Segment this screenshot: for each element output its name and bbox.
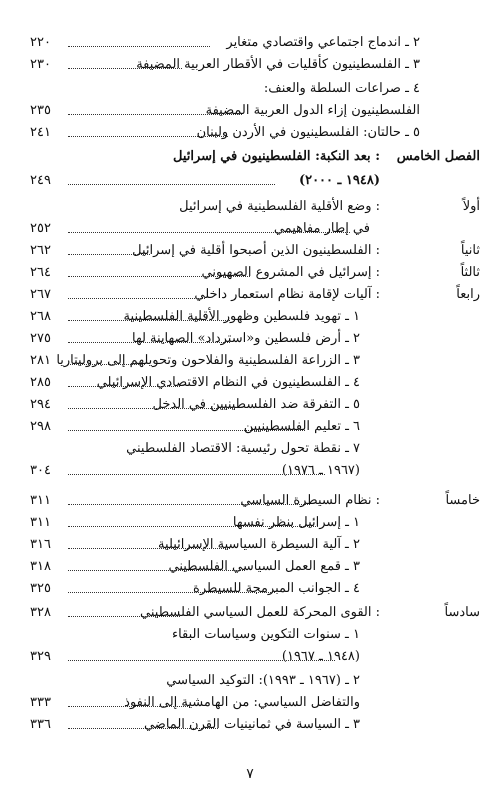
dot-leader <box>68 569 245 571</box>
toc-entry-page: ٢٨٥ <box>30 375 51 390</box>
toc-entry-page: ٢٧٥ <box>30 331 51 346</box>
toc-entry-title: ١ ـ تهويد فلسطين وظهور الأقلية الفلسطينية <box>123 309 360 324</box>
dot-leader <box>68 363 145 365</box>
toc-entry <box>30 240 480 262</box>
dot-leader <box>68 503 310 505</box>
toc-entry <box>30 646 480 668</box>
dot-leader <box>68 45 210 47</box>
toc-entry <box>30 284 480 306</box>
toc-entry-label: خامساً <box>445 493 480 508</box>
toc-entry-title: ٤ ـ الفلسطينيون في النظام الاقتصادي الإسرائيلي <box>96 375 360 390</box>
toc-entry <box>30 122 480 144</box>
toc-entry-page: ٣٠٤ <box>30 463 51 478</box>
dot-leader <box>68 385 180 387</box>
toc-entry-title: ٤ ـ صراعات السلطة والعنف: <box>263 81 420 96</box>
dot-leader <box>68 473 325 475</box>
toc-entry <box>30 32 480 54</box>
toc-entry-title: والتفاضل السياسي: من الهامشية إلى النفوذ <box>124 695 360 710</box>
toc-entry-title: : آليات لإقامة نظام استعمار داخلي <box>194 287 380 302</box>
toc-entry-title: ٢ ـ (١٩٦٧ ـ ١٩٩٣): التوكيد السياسي <box>166 673 360 688</box>
toc-entry <box>30 460 480 482</box>
toc-entry <box>30 578 480 600</box>
toc-entry-page: ٢٩٤ <box>30 397 51 412</box>
toc-entry <box>30 394 480 416</box>
toc-entry <box>30 624 480 646</box>
toc-entry-title: ٢ ـ أرض فلسطين و«استرداد» الصهاينة لها <box>132 331 360 346</box>
toc-entry-label: سادساً <box>444 605 480 620</box>
toc-entry-title: ١ ـ إسرائيل بنظر نفسها <box>232 515 360 530</box>
toc-entry <box>30 670 480 692</box>
toc-entry-title: (١٩٤٨ ـ ١٩٦٧) <box>281 649 360 664</box>
toc-entry <box>30 306 480 328</box>
toc-entry-page: ٢٦٢ <box>30 243 51 258</box>
toc-entry-page: ٣٣٣ <box>30 695 51 710</box>
toc-entry-title: ٧ ـ نقطة تحول رئيسية: الاقتصاد الفلسطيني <box>126 441 360 456</box>
toc-entry <box>30 196 480 218</box>
toc-entry <box>30 490 480 512</box>
toc-entry-title: : نظام السيطرة السياسي <box>240 493 380 508</box>
toc-entry-title: : بعد النكبة: الفلسطينيون في إسرائيل <box>173 149 380 164</box>
toc-entry <box>30 54 480 76</box>
toc-entry <box>30 78 480 100</box>
page-number: ٧ <box>246 766 254 782</box>
toc-entry-title: (١٩٤٨ ـ ٢٠٠٠) <box>298 173 380 188</box>
dot-leader <box>68 183 275 185</box>
toc-entry <box>30 714 480 736</box>
toc-entry-title: : الفلسطينيون الذين أصبحوا أقلية في إسرائيل <box>132 243 380 258</box>
toc-entry-page: ٣٢٨ <box>30 605 51 620</box>
toc-entry <box>30 350 480 372</box>
dot-leader <box>68 113 242 115</box>
toc-entry-page: ٢٦٨ <box>30 309 51 324</box>
toc-entry <box>30 262 480 284</box>
toc-entry-page: ٣١١ <box>30 515 51 530</box>
dot-leader <box>68 275 250 277</box>
dot-leader <box>68 591 275 593</box>
toc-entry <box>30 692 480 714</box>
toc-entry-title: (١٩٦٧ ـ ١٩٧٦) <box>281 463 360 478</box>
toc-entry-label: الفصل الخامس <box>396 149 480 164</box>
toc-entry-page: ٢٣٥ <box>30 103 51 118</box>
toc-entry-page: ٢٤١ <box>30 125 51 140</box>
toc-entry-title: في إطار مفاهيمي <box>273 221 370 236</box>
dot-leader <box>68 547 230 549</box>
toc-entry <box>30 100 480 122</box>
toc-entry-title: ٣ ـ الفلسطينيون كأقليات في الأقطار العربية المضيفة <box>136 57 420 72</box>
toc-entry <box>30 556 480 578</box>
dot-leader <box>68 727 218 729</box>
toc-entry-page: ٢٥٢ <box>30 221 51 236</box>
dot-leader <box>68 253 150 255</box>
toc-entry-title: ٣ ـ قمع العمل السياسي الفلسطيني <box>168 559 360 574</box>
dot-leader <box>68 135 228 137</box>
toc-entry-label: رابعاً <box>456 287 480 302</box>
toc-entry-title: ٢ ـ آلية السيطرة السياسية الإسرائيلية <box>158 537 360 552</box>
dot-leader <box>68 67 182 69</box>
toc-entry-page: ٣١١ <box>30 493 51 508</box>
toc-entry <box>30 218 480 240</box>
toc-entry <box>30 438 480 460</box>
dot-leader <box>68 705 190 707</box>
toc-entry-page: ٣٢٥ <box>30 581 51 596</box>
toc-entry <box>30 602 480 624</box>
toc-entry-title: الفلسطينيون إزاء الدول العربية المضيفة <box>205 103 420 118</box>
toc-entry-page: ٣١٨ <box>30 559 51 574</box>
dot-leader <box>68 525 318 527</box>
toc-entry <box>30 328 480 350</box>
toc-entry <box>30 534 480 556</box>
toc-entry-page: ٢٤٩ <box>30 173 51 188</box>
toc-entry-title: ٦ ـ تعليم الفلسطينيين <box>243 419 360 434</box>
toc-entry-page: ٢٣٠ <box>30 57 51 72</box>
toc-entry-title: ٣ ـ السياسة في ثمانينيات القرن الماضي <box>143 717 360 732</box>
toc-entry <box>30 416 480 438</box>
dot-leader <box>68 659 335 661</box>
toc-entry-title: ٢ ـ اندماج اجتماعي واقتصادي متغاير <box>226 35 420 50</box>
toc-entry-label: ثالثاً <box>460 265 480 280</box>
toc-entry-page: ٣٢٩ <box>30 649 51 664</box>
toc-entry-title: : القوى المحركة للعمل السياسي الفلسطيني <box>140 605 380 620</box>
toc-entry-title: ١ ـ سنوات التكوين وسياسات البقاء <box>171 627 360 642</box>
toc-entry <box>30 512 480 534</box>
dot-leader <box>68 297 205 299</box>
dot-leader <box>68 429 305 431</box>
toc-entry-page: ٣١٦ <box>30 537 51 552</box>
dot-leader <box>68 341 230 343</box>
toc-entry <box>30 170 480 192</box>
toc-entry-title: : وضع الأقلية الفلسطينية في إسرائيل <box>179 199 380 214</box>
toc-entry <box>30 372 480 394</box>
toc-entry-page: ٢٦٧ <box>30 287 51 302</box>
toc-entry-title: ٣ ـ الزراعة الفلسطينية والفلاحون وتحويلهم إلى بروليتاريا <box>56 353 360 368</box>
toc-entry-page: ٢٢٠ <box>30 35 51 50</box>
toc-entry-title: ٥ ـ حالتان: الفلسطينيون في الأردن ولبنان <box>196 125 420 140</box>
toc-entry-title: ٥ ـ التفرقة ضد الفلسطينيين في الدخل <box>152 397 360 412</box>
toc-entry-page: ٢٨١ <box>30 353 51 368</box>
toc-entry-page: ٢٩٨ <box>30 419 51 434</box>
toc-entry-label: ثانياً <box>460 243 480 258</box>
toc-entry-label: أولاً <box>462 199 480 214</box>
dot-leader <box>68 615 180 617</box>
toc-entry-page: ٣٣٦ <box>30 717 51 732</box>
dot-leader <box>68 319 230 321</box>
toc-entry-title: : إسرائيل في المشروع الصهيوني <box>201 265 380 280</box>
toc-entry-page: ٢٦٤ <box>30 265 51 280</box>
dot-leader <box>68 231 350 233</box>
toc-entry <box>30 146 480 168</box>
dot-leader <box>68 407 235 409</box>
toc-entry-title: ٤ ـ الجوانب المبرمجة للسيطرة <box>193 581 360 596</box>
